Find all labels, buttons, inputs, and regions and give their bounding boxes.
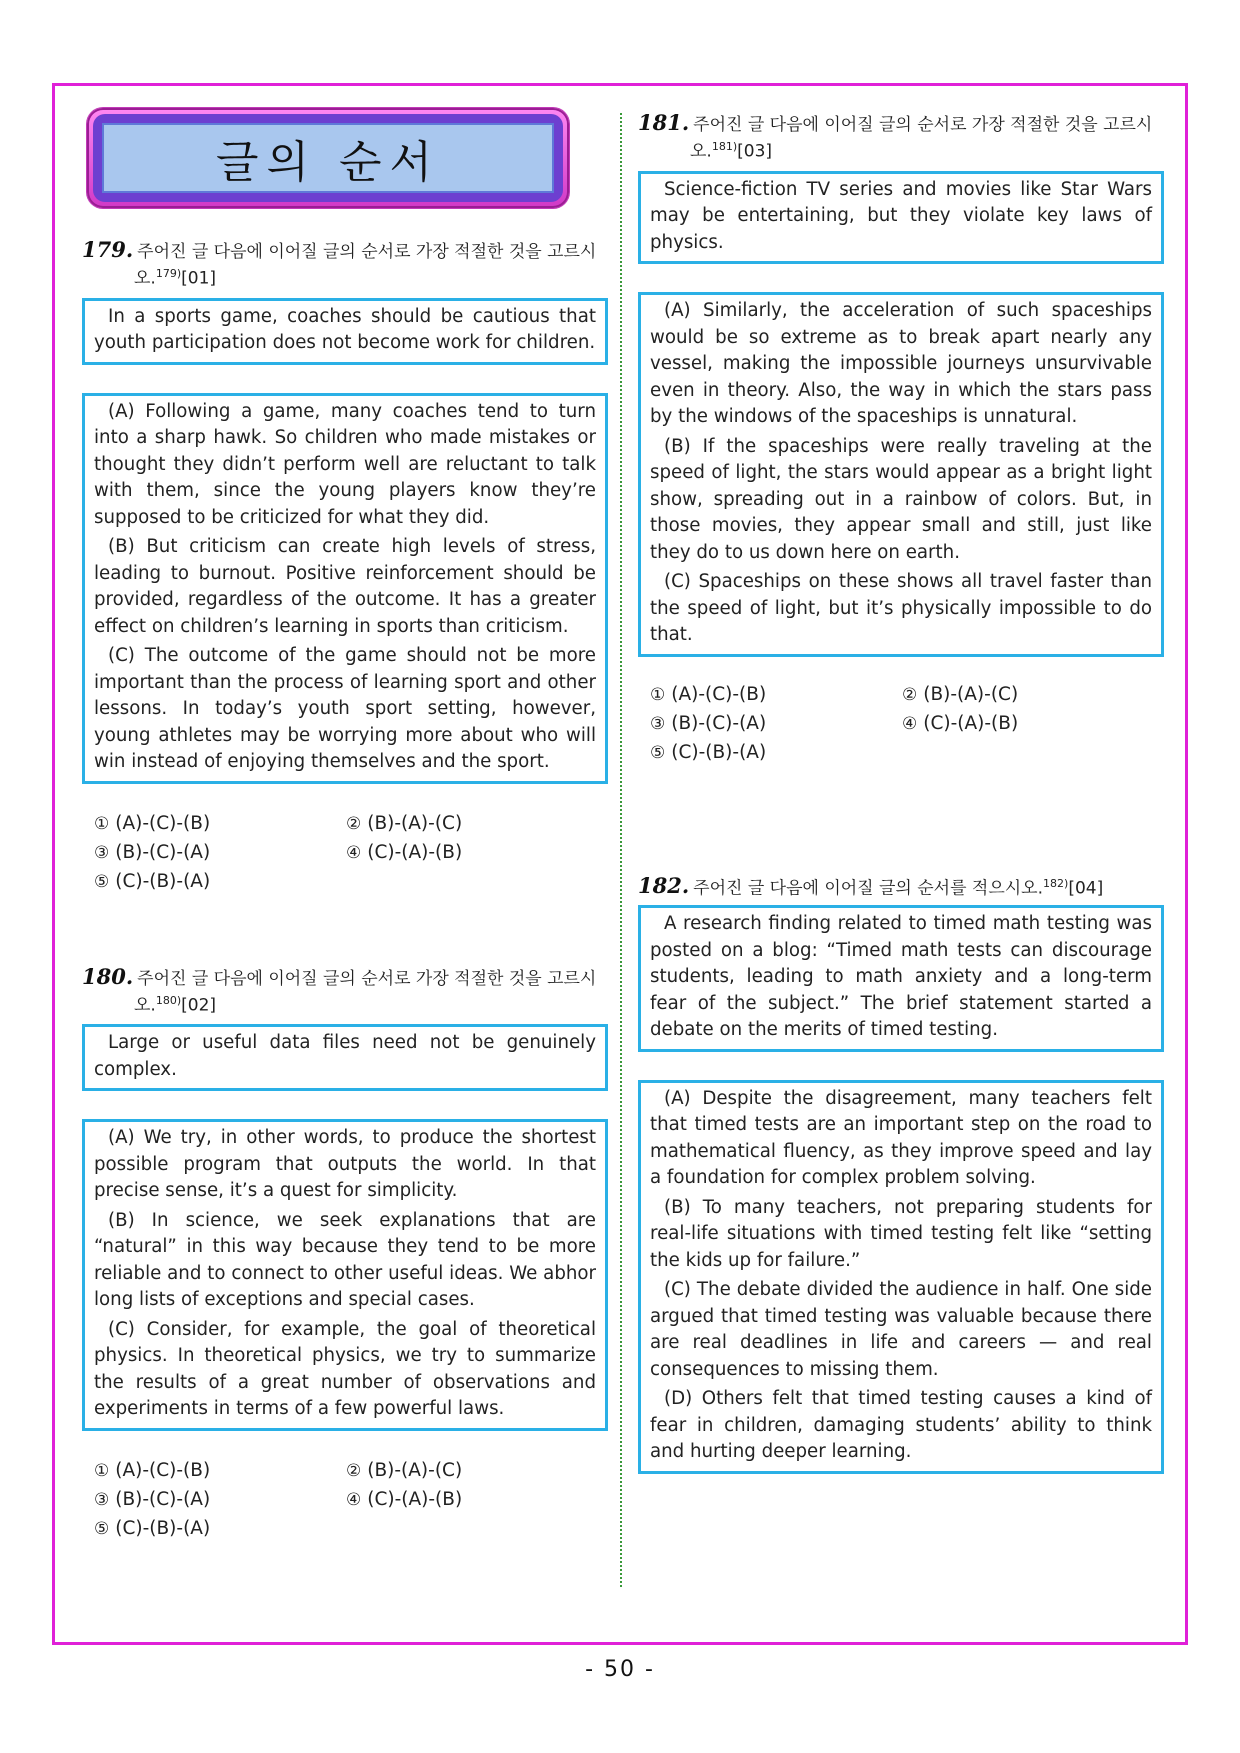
paragraph-c: (C) Consider, for example, the goal of theoretical physics. In theoretical physics, we try to summarize the results of a great number of observations and experiments in terms of a few powerful laws. [94, 1318, 596, 1420]
choice-text: (A)-(C)-(B) [115, 812, 211, 834]
choice-4[interactable] [902, 710, 1154, 738]
choice-text: (B)-(A)-(C) [367, 1459, 463, 1481]
paragraph-c: (C) The outcome of the game should not be more important than the process of learning sport and other lessons. In today’s youth sport setting, however, young athletes may be worrying more about who will win instead of enjoying themselves and the sport. [94, 645, 596, 773]
choice-1[interactable] [650, 681, 902, 709]
given-text-box [82, 298, 608, 365]
choice-text: (C)-(A)-(B) [367, 841, 463, 863]
footnote-ref: 179) [155, 267, 182, 280]
question-instruction-cont: 오. [134, 995, 156, 1016]
question-header [82, 963, 608, 1017]
choice-text: (C)-(B)-(A) [115, 870, 211, 892]
choice-marker: ④ [346, 842, 362, 863]
question-code: [03] [737, 141, 773, 162]
paragraph-b: (B) In science, we seek explanations that are “natural” in this way because they tend to be more reliable and to connect to other useful ideas. We abhor long lists of exceptions and special cases. [94, 1209, 596, 1311]
choice-marker: ② [346, 1460, 362, 1481]
footnote-ref: 182) [1043, 876, 1069, 890]
choice-3[interactable] [94, 1486, 346, 1514]
paragraph-b: (B) If the spaceships were really traveling at the speed of light, the stars would appear as a bright light show, spreading out in a rainbow of colors. But, in those movies, they appear small and still, just like they do to us down here on earth. [650, 435, 1152, 563]
choice-2[interactable] [346, 810, 598, 838]
question-179 [82, 239, 608, 896]
answer-choices [82, 810, 608, 896]
paragraph-b: (B) To many teachers, not preparing students for real-life situations with timed testing felt like “setting the kids up for failure.” [650, 1196, 1152, 1271]
choice-text: (B)-(A)-(C) [923, 683, 1019, 705]
choice-text: (B)-(C)-(A) [115, 841, 211, 863]
choice-2[interactable] [346, 1457, 598, 1485]
choice-marker: ④ [902, 713, 918, 734]
question-number: 182. [638, 873, 690, 899]
question-number: 181. [638, 110, 690, 135]
section-title: 글의 순서 [102, 123, 554, 193]
question-header [82, 239, 608, 290]
paragraph-c: (C) Spaceships on these shows all travel faster than the speed of light, but it’s physically impossible to do that. [650, 571, 1152, 646]
question-instruction-cont: 오. [690, 141, 712, 162]
question-instruction: 주어진 글 다음에 이어질 글의 순서로 가장 적절한 것을 고르시 [137, 242, 597, 262]
left-column [82, 108, 608, 1543]
given-text: Large or useful data files need not be genuinely complex. [94, 1032, 596, 1080]
choice-text: (B)-(C)-(A) [115, 1488, 211, 1510]
paragraph-a: (A) We try, in other words, to produce the shortest possible program that outputs the world. In that precise sense, it’s a quest for simplicity. [94, 1127, 596, 1202]
paragraph-a: (A) Similarly, the acceleration of such spaceships would be so extreme as to break apart nearly any vessel, making the impossible journeys unsurvivable even in theory. Also, the way in which the stars pass by the windows of the spaceships is unnatural. [650, 300, 1152, 428]
paragraphs-box [638, 292, 1164, 657]
given-text-box [638, 171, 1164, 265]
question-number: 180. [82, 963, 134, 989]
choice-marker: ① [94, 813, 110, 834]
choice-marker: ② [346, 813, 362, 834]
question-instruction: 주어진 글 다음에 이어질 글의 순서를 적으시오. [693, 878, 1044, 899]
choice-text: (B)-(C)-(A) [671, 712, 767, 734]
section-title-banner [87, 108, 569, 208]
choice-1[interactable] [94, 810, 346, 838]
choice-marker: ④ [346, 1489, 362, 1510]
choice-4[interactable] [346, 839, 598, 867]
paragraphs-box [82, 393, 608, 784]
column-divider [620, 113, 622, 1587]
paragraphs-box [638, 1080, 1164, 1474]
paragraphs-box [82, 1119, 608, 1431]
choice-1[interactable] [94, 1457, 346, 1485]
choice-marker: ③ [94, 842, 110, 863]
choice-4[interactable] [346, 1486, 598, 1514]
choice-text: (A)-(C)-(B) [671, 683, 767, 705]
question-180 [82, 963, 608, 1543]
choice-marker: ⑤ [94, 871, 110, 892]
choice-marker: ⑤ [94, 1518, 110, 1539]
paragraph-b: (B) But criticism can create high levels of stress, leading to burnout. Positive reinforcement should be provided, regardless of the outcome. It has a greater effect on children’s learning in sports than criticism. [94, 536, 596, 637]
choice-marker: ① [94, 1460, 110, 1481]
question-code: [02] [181, 995, 217, 1016]
paragraph-a: (A) Despite the disagreement, many teachers felt that timed tests are an important step on the road to mathematical fluency, as they improve speed and lay a foundation for complex problem solving. [650, 1087, 1152, 1189]
choice-text: (C)-(A)-(B) [923, 712, 1019, 734]
question-header [638, 873, 1164, 900]
given-text: Science-fiction TV series and movies like Star Wars may be entertaining, but they violate key laws of physics. [650, 178, 1152, 253]
question-code: [04] [1068, 878, 1104, 899]
given-text: In a sports game, coaches should be cautious that youth participation does not become work for children. [94, 305, 596, 354]
question-instruction: 주어진 글 다음에 이어질 글의 순서로 가장 적절한 것을 고르시 [693, 115, 1153, 135]
choice-5[interactable] [94, 1515, 346, 1543]
choice-3[interactable] [650, 710, 902, 738]
page-number: - 50 - [585, 1657, 655, 1682]
answer-choices [82, 1457, 608, 1543]
choice-5[interactable] [94, 868, 346, 896]
question-181 [638, 112, 1164, 767]
paragraph-c: (C) The debate divided the audience in half. One side argued that timed testing was valuable because there are real deadlines in life and careers — and real consequences to missing them. [650, 1279, 1152, 1380]
choice-text: (A)-(C)-(B) [115, 1459, 211, 1481]
question-instruction: 주어진 글 다음에 이어질 글의 순서로 가장 적절한 것을 고르시 [137, 968, 597, 989]
choice-marker: ③ [650, 713, 666, 734]
paragraph-d: (D) Others felt that timed testing causes a kind of fear in children, damaging students’ ability to think and hurting deeper learning. [650, 1388, 1152, 1463]
footnote-ref: 180) [155, 993, 182, 1007]
choice-text: (C)-(B)-(A) [115, 1517, 211, 1539]
choice-text: (B)-(A)-(C) [367, 812, 463, 834]
question-182 [638, 873, 1164, 1474]
choice-text: (C)-(A)-(B) [367, 1488, 463, 1510]
choice-marker: ⑤ [650, 742, 666, 763]
choice-3[interactable] [94, 839, 346, 867]
question-header [638, 112, 1164, 163]
given-text-box [638, 905, 1164, 1052]
choice-5[interactable] [650, 739, 902, 767]
question-number: 179. [82, 237, 134, 262]
right-column [638, 112, 1164, 1474]
answer-choices [638, 681, 1164, 767]
given-text: A research finding related to timed math testing was posted on a blog: “Timed math tests can discourage students, leading to math anxiety and a long-term fear of the subject.” The brief statement started a debate on the merits of timed testing. [650, 913, 1152, 1041]
question-instruction-cont: 오. [134, 268, 156, 289]
choice-marker: ③ [94, 1489, 110, 1510]
paragraph-a: (A) Following a game, many coaches tend to turn into a sharp hawk. So children who made mistakes or thought they didn’t perform well are reluctant to talk with them, since the young players know they’re supposed to be criticized for what they did. [94, 400, 596, 528]
given-text-box [82, 1024, 608, 1091]
choice-2[interactable] [902, 681, 1154, 709]
footnote-ref: 181) [711, 140, 738, 153]
choice-text: (C)-(B)-(A) [671, 741, 767, 763]
choice-marker: ① [650, 684, 666, 705]
question-code: [01] [181, 268, 217, 289]
choice-marker: ② [902, 684, 918, 705]
